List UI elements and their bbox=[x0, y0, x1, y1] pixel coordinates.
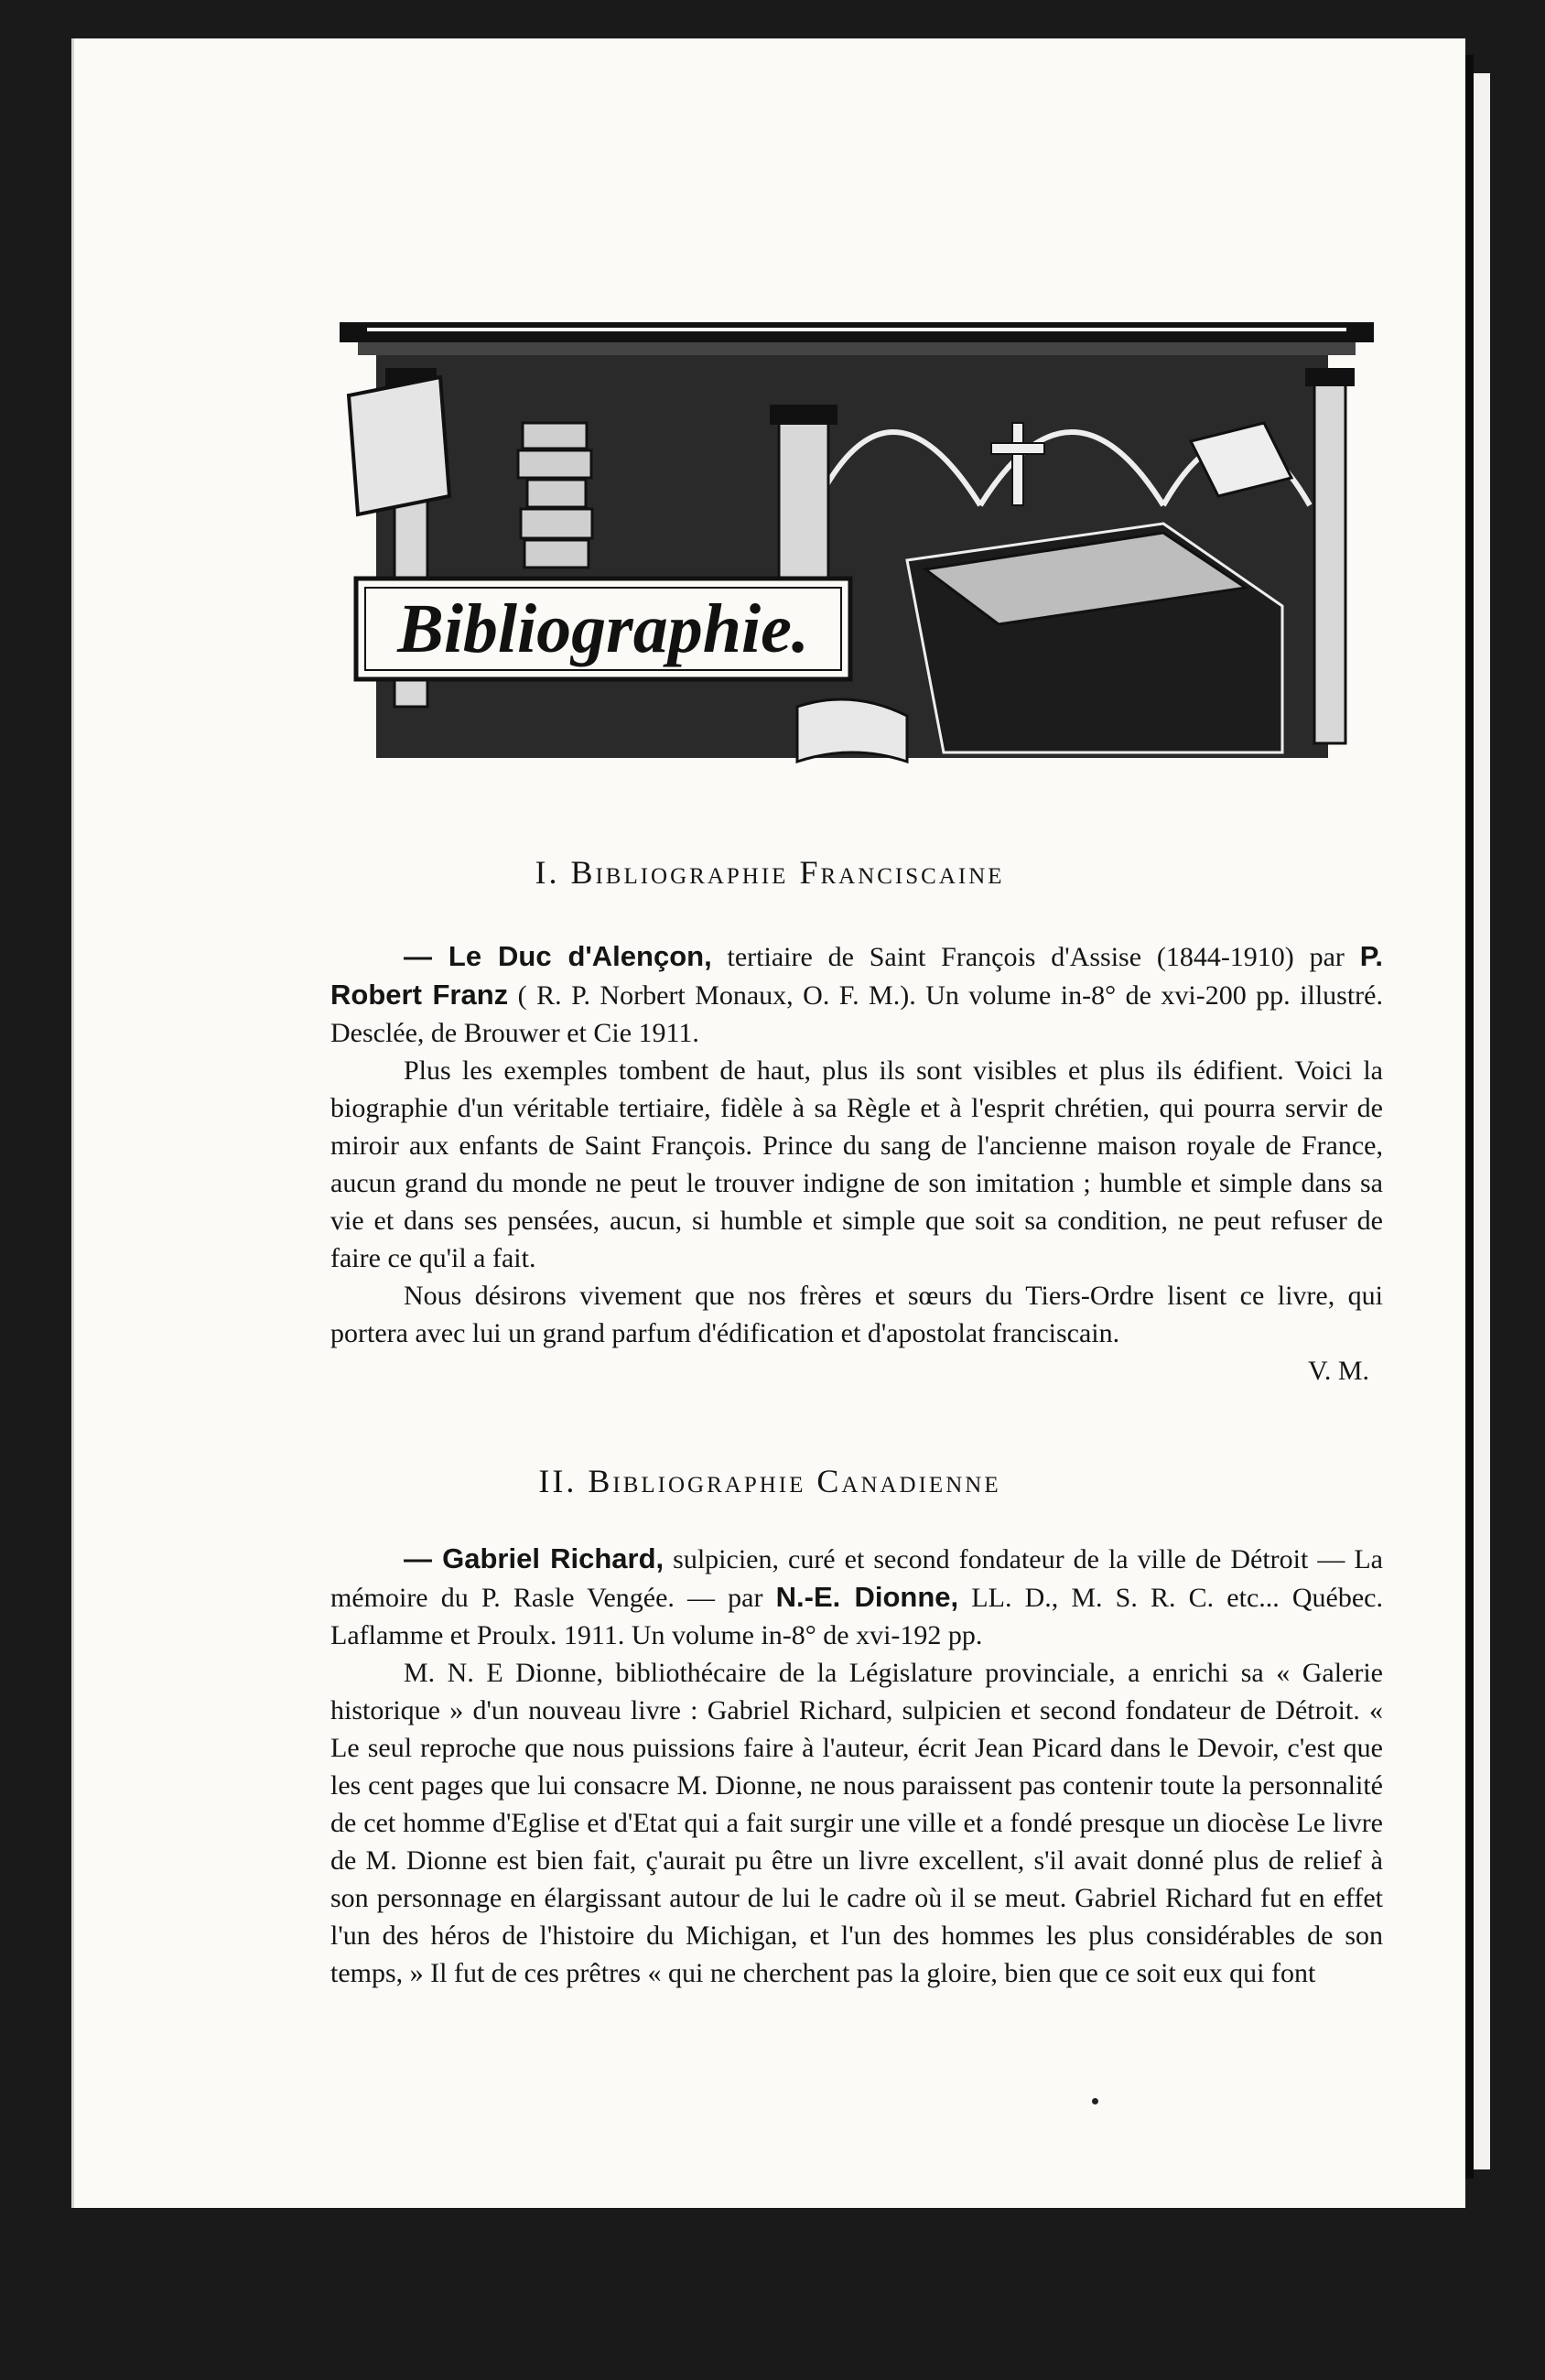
ink-speck bbox=[1092, 2098, 1098, 2104]
entry-author: P. Robert Franz bbox=[330, 940, 1383, 1011]
entry-subtitle: sulpicien, curé et second fondateur de la ville de Détroit — La mémoire du P. Rasle Vengée. — par bbox=[330, 1544, 1384, 1613]
review-signature: V. M. bbox=[1308, 1356, 1369, 1386]
entry-subtitle: tertiaire de Saint François d'Assise (1844-1910) par bbox=[711, 942, 1360, 972]
entry-details: LL. D., M. S. R. C. etc... Québec. Laflamme et Proulx. 1911. Un volume in-8° de xvi-192 pp. bbox=[330, 1583, 1383, 1650]
banner-title: Bibliographie. bbox=[397, 590, 809, 667]
bibliographie-banner-illustration bbox=[340, 322, 1374, 789]
section-franciscaine-body bbox=[330, 937, 1383, 1390]
book-entry-gabriel-richard bbox=[330, 1540, 1383, 1654]
review-paragraph: Nous désirons vivement que nos frères et sœurs du Tiers-Ordre lisent ce livre, qui portera avec lui un grand parfum d'édification et d'apostolat franciscain. bbox=[330, 1281, 1383, 1348]
section-canadienne-body bbox=[330, 1540, 1383, 1992]
review-paragraph: M. N. E Dionne, bibliothécaire de la Législature provinciale, a enrichi sa « Galerie historique » d'un nouveau livre : Gabriel Richard, sulpicien et second fondateur de Détroit. « Le seul reproche que nous puissions faire à l'auteur, écrit Jean Picard dans le Devoir, c'est que les cent pages que lui consacre M. Dionne, ne nous paraissent pas contenir toute la personnalité de cet homme d'Eglise et d'Etat qui a fait surgir une ville et a fondé presque un diocèse Le livre de M. Dionne est bien fait, ç'aurait pu être un livre excellent, s'il avait donné plus de relief à son personnage en élargissant autour de lui le cadre où il se meut. Gabriel Richard fut en effet l'un des héros de l'histoire du Michigan, et l'un des hommes les plus considérables de son temps, » Il fut de ces prêtres « qui ne cherchent pas la gloire, bien que ce soit eux qui font bbox=[330, 1658, 1383, 1988]
section-heading-canadienne: II. Bibliographie Canadienne bbox=[538, 1463, 1001, 1499]
review-paragraph: Plus les exemples tombent de haut, plus ils sont visibles et plus ils édifient. Voici la biographie d'un véritable tertiaire, fidèle à sa Règle et à l'esprit chrétien, qui pourra servir de miroir aux enfants de Saint François. Prince du sang de l'ancienne maison royale de France, aucun grand du monde ne peut le trouver indigne de son imitation ; humble et simple dans sa vie et dans ses pensées, aucun, si humble et simple que soit sa condition, ne peut refuser de faire ce qu'il a fait. bbox=[330, 1055, 1383, 1273]
book-entry-duc-alencon bbox=[330, 937, 1383, 1052]
entry-title: — Le Duc d'Alençon, bbox=[404, 940, 712, 972]
document-page bbox=[71, 38, 1465, 2208]
entry-title: — Gabriel Richard, bbox=[404, 1542, 664, 1574]
next-page-edge bbox=[1474, 73, 1490, 2169]
entry-details: ( R. P. Norbert Monaux, O. F. M.). Un volume in-8° de xvi-200 pp. illustré. Desclée, de Brouwer et Cie 1911. bbox=[330, 980, 1383, 1048]
entry-author: N.-E. Dionne, bbox=[775, 1581, 959, 1613]
section-heading-franciscaine: I. Bibliographie Franciscaine bbox=[535, 854, 1005, 891]
